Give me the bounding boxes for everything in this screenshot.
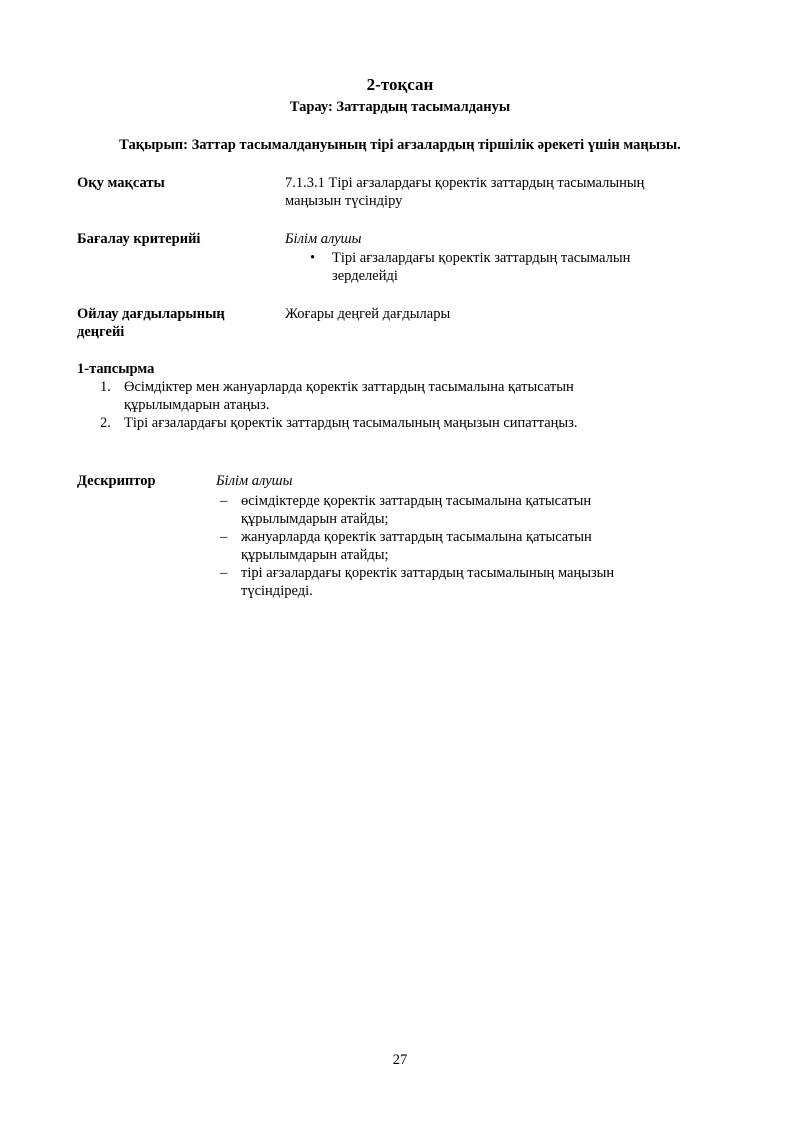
criteria-item-line: зерделейді [332,268,398,284]
descriptor-item [220,564,700,600]
task-item [100,378,700,414]
dash-icon: – [220,529,228,545]
thinking-value: Жоғары деңгей дағдылары [285,306,451,322]
criteria-subject: Білім алушы [285,231,362,247]
descriptor-item-line: құрылымдарын атайды; [241,511,389,527]
objective-value-line: 7.1.3.1 Тірі ағзалардағы қоректік заттардың тасымалының [285,175,645,191]
descriptor-subject: Білім алушы [216,473,293,489]
topic-heading: Тақырып: Заттар тасымалдануының тірі ағзалардың тіршілік әрекеті үшін маңызы. [119,137,681,153]
task-list [100,378,700,432]
page-number: 27 [392,1052,408,1068]
criteria-item [310,249,730,285]
objective-value [285,174,725,210]
task-item-number: 2. [100,415,111,431]
descriptor-item [220,528,700,564]
bullet-icon: • [310,250,316,266]
thinking-label-line: Ойлау дағдыларының [77,306,225,322]
dash-icon: – [220,565,228,581]
task-item-line: Өсімдіктер мен жануарларда қоректік заттардың тасымалына қатысатын [124,379,574,395]
criteria-item-line: Тірі ағзалардағы қоректік заттардың тасымалын [332,250,631,266]
dash-icon: – [220,493,228,509]
descriptor-item-line: өсімдіктерде қоректік заттардың тасымалына қатысатын [241,493,592,509]
task-item [100,414,700,432]
section-heading: Тарау: Заттардың тасымалдануы [289,99,511,115]
descriptor-item-line: жануарларда қоректік заттардың тасымалына қатысатын [241,529,592,545]
descriptor-item-line: тірі ағзалардағы қоректік заттардың тасымалының маңызын [241,565,615,581]
thinking-label [77,305,225,341]
descriptor-item [220,492,700,528]
descriptor-label: Дескриптор [77,473,156,489]
task-item-line: Тірі ағзалардағы қоректік заттардың тасымалының маңызын сипаттаңыз. [124,415,578,431]
task-title: 1-тапсырма [77,361,155,377]
task-item-number: 1. [100,379,111,395]
objective-label: Оқу мақсаты [77,175,165,191]
task-item-line: құрылымдарын атаңыз. [124,397,270,413]
thinking-label-line: деңгейі [77,324,125,340]
descriptor-item-line: түсіндіреді. [241,583,313,599]
descriptor-list [220,492,700,600]
criteria-label: Бағалау критерийі [77,231,201,247]
descriptor-item-line: құрылымдарын атайды; [241,547,389,563]
quarter-heading: 2-тоқсан [366,75,434,94]
objective-value-line: маңызын түсіндіру [285,193,403,209]
